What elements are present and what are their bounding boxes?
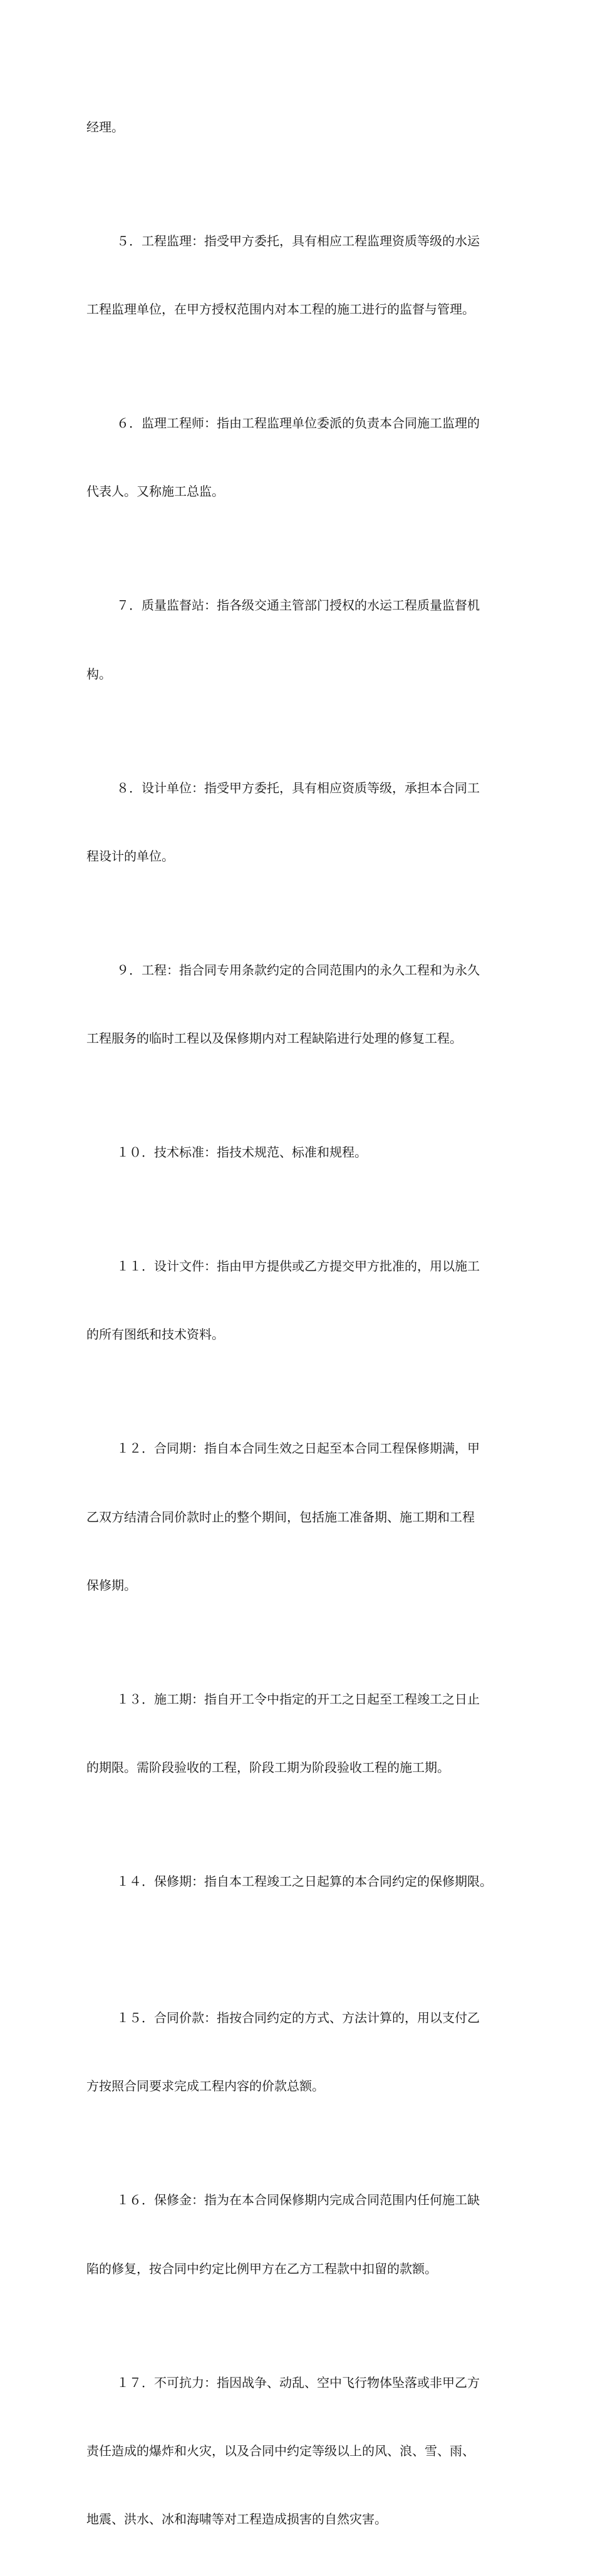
text-line: １４．保修期：指自本工程竣工之日起算的本合同约定的保修期限。 xyxy=(116,1874,492,1889)
paragraph-clause-5 xyxy=(86,184,519,366)
paragraph-clause-9 xyxy=(86,913,519,1095)
text-line: ６．监理工程师：指由工程监理单位委派的负责本合同施工监理的 xyxy=(116,416,480,431)
text-line: 的所有图纸和技术资料。 xyxy=(86,1327,224,1342)
text-line: ７．质量监督站：指各级交通主管部门授权的水运工程质量监督机 xyxy=(116,598,480,613)
text-line: 工程监理单位，在甲方授权范围内对本工程的施工进行的监督与管理。 xyxy=(86,302,475,317)
paragraph-clause-15 xyxy=(86,1961,519,2143)
paragraph-clause-14 xyxy=(86,1824,519,1938)
paragraph-clause-13 xyxy=(86,1642,519,1824)
text-line: ８．设计单位：指受甲方委托，具有相应资质等级，承担本合同工 xyxy=(116,780,480,795)
document-body xyxy=(86,70,519,2576)
text-line: １１．设计文件：指由甲方提供或乙方提交甲方批准的，用以施工 xyxy=(116,1259,480,1274)
text-line: １６．保修金：指为在本合同保修期内完成合同范围内任何施工缺 xyxy=(116,2192,480,2208)
text-line: 保修期。 xyxy=(86,1577,137,1593)
paragraph-clause-7 xyxy=(86,549,519,731)
paragraph-clause-16 xyxy=(86,2144,519,2326)
text-line: 陷的修复，按合同中约定比例甲方在乙方工程款中扣留的款额。 xyxy=(86,2261,437,2276)
text-line: １０．技术标准：指技术规范、标准和规程。 xyxy=(116,1145,367,1160)
paragraph-clause-11 xyxy=(86,1209,519,1391)
text-line: ５．工程监理：指受甲方委托，具有相应工程监理资质等级的水运 xyxy=(116,233,480,248)
text-line: 方按照合同要求完成工程内容的价款总额。 xyxy=(86,2078,324,2094)
text-line: １５．合同价款：指按合同约定的方式、方法计算的，用以支付乙 xyxy=(116,2010,480,2026)
text-line: 程设计的单位。 xyxy=(86,848,174,864)
text-line: １２．合同期：指自本合同生效之日起至本合同工程保修期满，甲 xyxy=(116,1441,480,1456)
text-line: ９．工程：指合同专用条款约定的合同范围内的永久工程和为永久 xyxy=(116,962,480,978)
text-line: 责任造成的爆炸和火灾，以及合同中约定等级以上的风、浪、雪、雨、 xyxy=(86,2443,475,2458)
text-line: １７．不可抗力：指因战争、动乱、空中飞行物体坠落或非甲乙方 xyxy=(116,2374,480,2390)
blank-line xyxy=(86,1938,519,1961)
text-line: 乙双方结清合同价款时止的整个期间，包括施工准备期、施工期和工程 xyxy=(86,1509,475,1525)
text-line: 代表人。又称施工总监。 xyxy=(86,484,224,499)
paragraph-clause-10 xyxy=(86,1095,519,1209)
text-line: 地震、洪水、冰和海啸等对工程造成损害的自然灾害。 xyxy=(86,2512,387,2527)
text-line: 构。 xyxy=(86,666,111,682)
paragraph xyxy=(86,70,519,184)
paragraph-clause-6 xyxy=(86,366,519,548)
paragraph-clause-12 xyxy=(86,1392,519,1642)
paragraph-clause-17 xyxy=(86,2326,519,2576)
text-line: １３．施工期：指自开工令中指定的开工之日起至工程竣工之日止 xyxy=(116,1691,480,1707)
paragraph-clause-8 xyxy=(86,731,519,913)
text-line: 的期限。需阶段验收的工程，阶段工期为阶段验收工程的施工期。 xyxy=(86,1760,450,1776)
text-line: 经理。 xyxy=(86,119,124,135)
text-line: 工程服务的临时工程以及保修期内对工程缺陷进行处理的修复工程。 xyxy=(86,1031,462,1046)
